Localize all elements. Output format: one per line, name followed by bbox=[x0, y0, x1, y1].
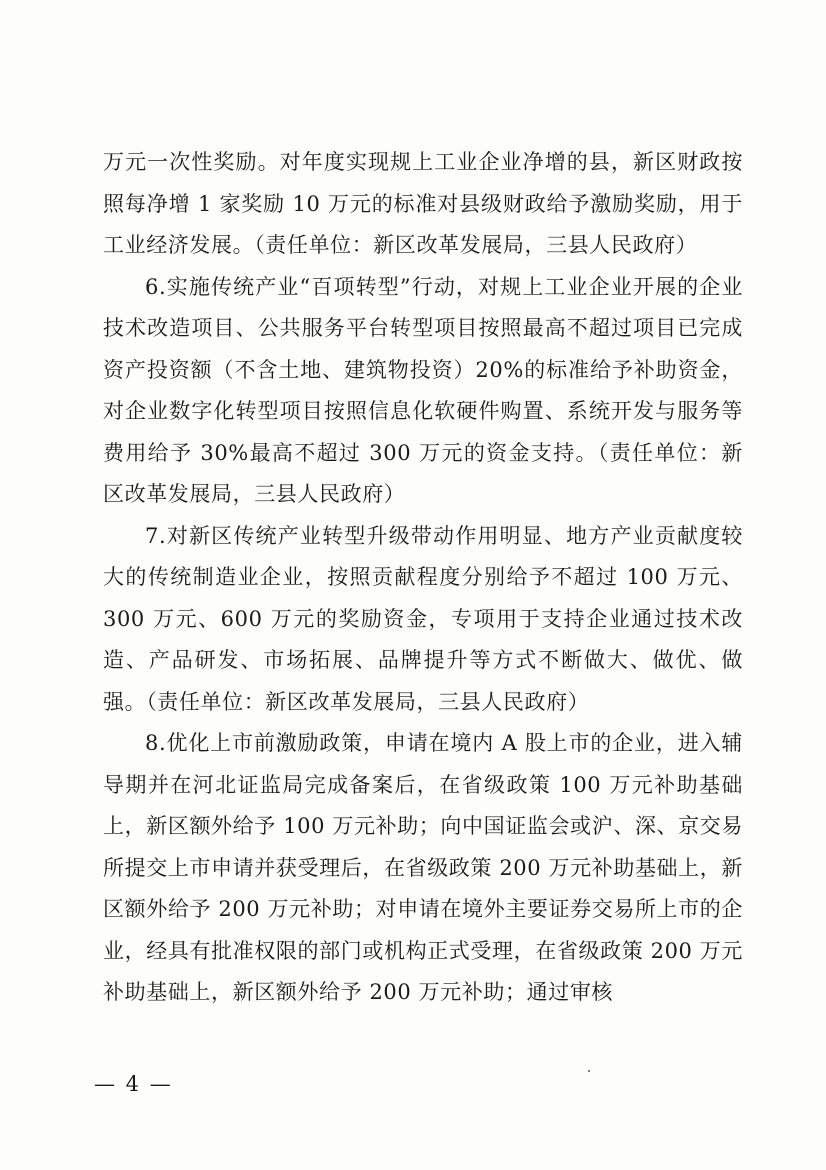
paragraph-item-8: 8.优化上市前激励政策，申请在境内 A 股上市的企业，进入辅导期并在河北证监局完成备案后，在省级政策 100 万元补助基础上，新区额外给予 100 万元补助；向中国证监会或沪、深、京交易所提交上市申请并获受理后，在省级政策 200 万元补助基础上，新区额外给予 200 万元补助；对申请在境外主要证券交易所上市的企业，经具有批准权限的部门或机构正式受理，在省级政策 200 万元补助基础上，新区额外给予 200 万元补助；通过审核 bbox=[103, 731, 743, 1004]
paragraph-item-7: 7.对新区传统产业转型升级带动作用明显、地方产业贡献度较大的传统制造业企业，按照贡献程度分别给予不超过 100 万元、300 万元、600 万元的奖励资金，专项用于支持企业通过技术改造、产品研发、市场拓展、品牌提升等方式不断做大、做优、做强。（责任单位：新区改革发展局，三县人民政府） bbox=[103, 523, 743, 714]
paragraph-item-6: 6.实施传统产业“百项转型”行动，对规上工业企业开展的企业技术改造项目、公共服务平台转型项目按照最高不超过项目已完成资产投资额（不含土地、建筑物投资）20%的标准给予补助资金，对企业数字化转型项目按照信息化软硬件购置、系统开发与服务等费用给予 30%最高不超过 300 万元的资金支持。（责任单位：新区改革发展局，三县人民政府） bbox=[103, 274, 743, 506]
paragraph-continuation: 万元一次性奖励。对年度实现规上工业企业净增的县，新区财政按照每净增 1 家奖励 10 万元的标准对县级财政给予激励奖励，用于工业经济发展。（责任单位：新区改革发展局，三县人民政府） bbox=[103, 150, 743, 257]
page-number: — 4 — bbox=[94, 1072, 173, 1096]
document-body bbox=[103, 142, 743, 1014]
scan-speck bbox=[588, 1070, 590, 1072]
